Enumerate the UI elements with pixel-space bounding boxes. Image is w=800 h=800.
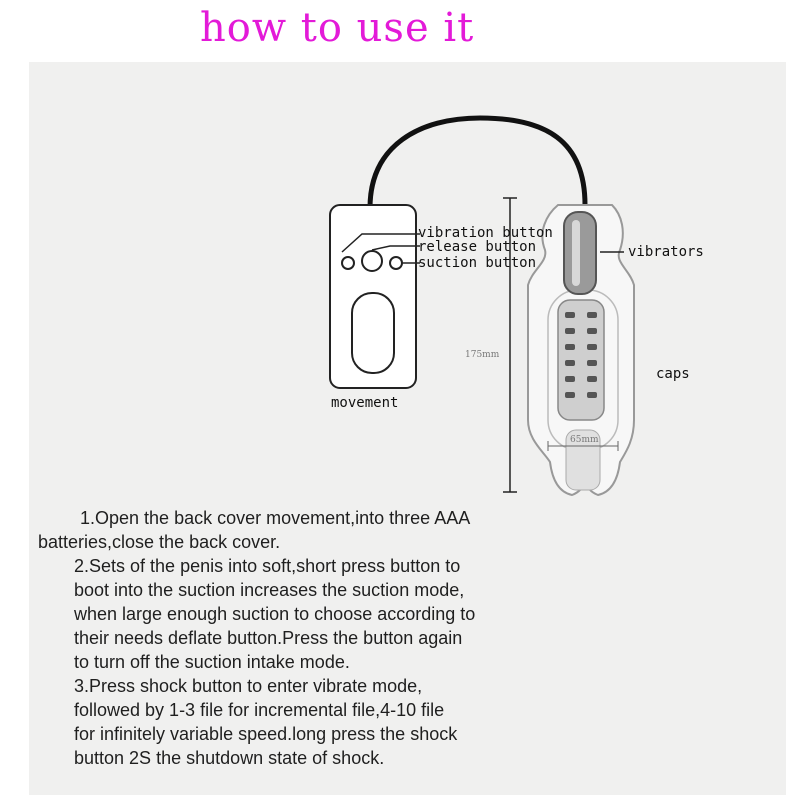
instruction-line: boot into the suction increases the suction mode,: [74, 580, 465, 600]
width-dimension-label: 65mm: [570, 435, 599, 445]
instruction-line: followed by 1-3 file for incremental file,4-10 file: [74, 700, 445, 720]
page-title: how to use it: [200, 5, 475, 51]
instruction-line: to turn off the suction intake mode.: [74, 652, 350, 672]
instruction-line: 2.Sets of the penis into soft,short press button to: [74, 556, 461, 576]
height-dimension-label: 175mm: [465, 350, 500, 360]
vibrators-label: vibrators: [628, 244, 704, 260]
inner-sleeve: [558, 300, 604, 420]
suction-button-label: suction button: [418, 255, 537, 271]
instruction-line: batteries,close the back cover.: [38, 532, 281, 552]
instruction-line: 1.Open the back cover movement,into three AAA: [80, 508, 471, 528]
instructions-text: [38, 506, 754, 770]
device-body: [528, 205, 634, 495]
cable: [370, 118, 585, 208]
instruction-line: for infinitely variable speed.long press the shock: [74, 724, 458, 744]
caps-label: caps: [656, 366, 690, 382]
instruction-line: 3.Press shock button to enter vibrate mode,: [74, 676, 423, 696]
remote-control: [330, 205, 420, 388]
release-button-label: release button: [418, 239, 537, 255]
vibration-button-label: vibration button: [418, 225, 553, 241]
instruction-line: when large enough suction to choose according to: [74, 604, 476, 624]
instruction-line: their needs deflate button.Press the button again: [74, 628, 463, 648]
instruction-line: button 2S the shutdown state of shock.: [74, 748, 385, 768]
movement-label: movement: [331, 395, 399, 411]
